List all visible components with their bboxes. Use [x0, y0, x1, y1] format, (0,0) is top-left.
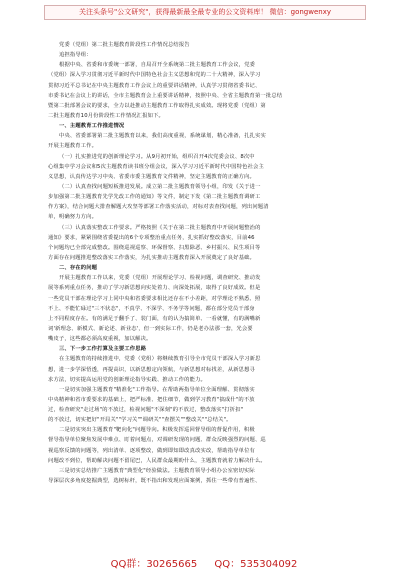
section-heading: 二、存在的问题: [59, 265, 98, 272]
section-heading: 三、下一步工作打算及主要工作思路: [59, 346, 147, 353]
paragraph-line: 通知》要求，紧紧围绕省委提出的6个专项整治重点任务，扎实抓好整改落实，目前46: [48, 234, 255, 241]
paragraph-line: 追担指导组：: [59, 52, 92, 59]
paragraph-line: 督导指导单位聚焦发展中难点、盯着问题点，对调研发现的问题、群众反映强烈的问题、巡: [48, 437, 266, 444]
paragraph-line: （三）认真落实整改工作要求。严格按照《关于在第二批主题教育中开展问题整治的: [59, 224, 261, 231]
document-body: [48, 40, 366, 486]
paragraph-line: 开展主题教育工作以来，党委（党组）开展理论学习、检视问题，调查研究、推动发: [59, 275, 261, 282]
paragraph-line: 想，进一步学深悟透，再提高识，以新思想定向领航，与新思想对标找差，从新思想寻: [48, 366, 255, 373]
paragraph-line: 上不同程度存在。有的满足于翻手了、装门面，有的认为搞简单、一看就懂，有的满嘴新: [48, 315, 261, 322]
paragraph-line: 二批主题教育10月份阶段性工作情况汇报如下。: [48, 112, 164, 119]
paragraph-line: 导深层次多角度挖掘典型，选树标杆，既不指出和发现应面案例，抓住一些带有普遍性、: [48, 478, 261, 485]
paragraph-line: 暨第二批部署会议的要求，全力以赴推动主题教育工作取得扎实成效。现将党委（党组）第: [48, 102, 266, 109]
paragraph-line: （一）扎实推进党的创新理论学习。从9月初开始，组织召开4次党委会议、8次中: [59, 153, 255, 160]
paragraph-line: 过，检查研究"走过场"的不放过，检视问题"不深刻"的不放过，整改落实"打折扣": [48, 407, 244, 414]
paragraph-line: 贯彻习近平总书记在中央主题教育工作会议上的重要讲话精神，认真学习贯彻省委书记、: [48, 82, 261, 89]
paragraph-line: 个问题均已全部完成整改。围绕巡视巡察、环保督察、扫黑除恶、乡村振兴、民生项目等: [48, 244, 261, 251]
paragraph-line: 步加强第二批主题教育先学先改工作的通知》等文件，制定下发《第二批主题教育调研工: [48, 194, 261, 201]
paragraph-line: 一是切实加强主题教育"精准化"工作指导。在帮助两指导单位全面理解、贯彻落实: [59, 386, 255, 393]
qq-group-text: QQ群：30265665: [110, 559, 198, 570]
paragraph-line: 求方法，切实提高运用党的创新理论指导实践、推动工作的能力。: [48, 376, 206, 383]
document-title: 党委（党组）第二批主题教育阶段性工作情况总结报告: [59, 42, 190, 48]
paragraph-line: 词'新理念、新模式、新论述、新业态'，但一到实际工作，仍是老办法那一套，光会要: [48, 325, 253, 332]
paragraph-line: 方面存在问题推进整改落实工作落实，为扎实推动主题教育深入开展奠定了良好基础。: [48, 254, 255, 261]
paragraph-line: 心组集中学习会议和5次主题教育读书班分组会议，深入学习习近平新时代中国特色社会主: [48, 163, 264, 170]
paragraph-line: 一些党员干部在理论学习上同中央和省委要求相比还存在不小差距，对学理论不熟悉、照: [48, 295, 261, 302]
paragraph-line: 义思想，认真传达学习中央、省委市委主题教育文件精神，坚定主题教育的正确方向。: [48, 173, 255, 180]
paragraph-line: 三是切实总结推广主题教育"典型化"经验做法。主题教育领导小组办公室密切实际: [59, 467, 255, 474]
paragraph-line: 开展主题教育工作。: [48, 143, 98, 150]
paragraph-line: 中央、省委部署第二批主题教育以来，我们高度重视，系统谋划，精心准备，扎扎实实: [59, 133, 266, 140]
paragraph-line: 嘴皮子，这些都必须高度重视，加以解决。: [48, 336, 152, 343]
paragraph-line: 展等系列重点任务，推动了学习新思想向实处着力、向深处拓展，取得了良好成效。但是: [48, 285, 261, 292]
contact-footer: [0, 555, 408, 570]
paragraph-line: 根据中央、省委和市委统一部署，自局召开全系统第二批主题教育工作会议，党委: [59, 62, 256, 69]
paragraph-line: 的不放过，切实把好"开局关""学习关""调研关""查摆关""整改关""总结关"。: [48, 417, 232, 424]
paragraph-line: 视巡察反馈的问题等，列出清单、逐项整改，做到即知即改真改实改，帮助指导单位有: [48, 447, 255, 454]
paragraph-line: 在主题教育的持续推进中，党委（党组）将继续教育引导全市党员干部深入学习新思: [59, 356, 261, 363]
qq-number-text: QQ：535304092: [214, 559, 298, 570]
paragraph-line: （党组）深入学习贯彻习近平新时代中国特色社会主义思想和党的二十大精神，深入学习: [48, 72, 261, 79]
paragraph-line: 不上、不能忙碌过"三不状态"，不真学、不深学、不务学等问题，都在部分党员干部身: [48, 305, 255, 312]
paragraph-line: 二是切实突出主题教育"靶向化"问题导向。积极发挥巡回督导组的督促作用，积极: [59, 427, 255, 434]
paragraph-line: 问题改不到位，帮助解决问题不留尾巴，人民群众最期盼什么，主题教育就着力解决什么。: [48, 457, 266, 464]
paragraph-line: 中央精神和省市委要求的基础上，把严标准、把住细节，做到学习教育"搞成什"的不放: [48, 396, 255, 403]
paragraph-line: 作方案》，结合问题大排查解题大攻坚等部署工作落实活动，对标对表查找问题，列出问题清: [48, 204, 269, 211]
paragraph-line: 市委书记在会议上的讲话，全市主题教育会上重要讲话精神，按照中央、全省主题教育第一批总结: [48, 92, 283, 99]
promo-banner[interactable]: 关注头条号"公文研究"，获得最新最全最专业的公文资料库！ 微信：gongwenxy: [44, 5, 366, 20]
paragraph-line: 单，明确努力方向。: [48, 214, 98, 221]
paragraph-line: （二）认真查找问题短板推进发展。成立第二批主题教育领导小组，印发《关于进一: [59, 183, 261, 190]
section-heading: 一、主题教育工作推进情况: [59, 123, 125, 130]
